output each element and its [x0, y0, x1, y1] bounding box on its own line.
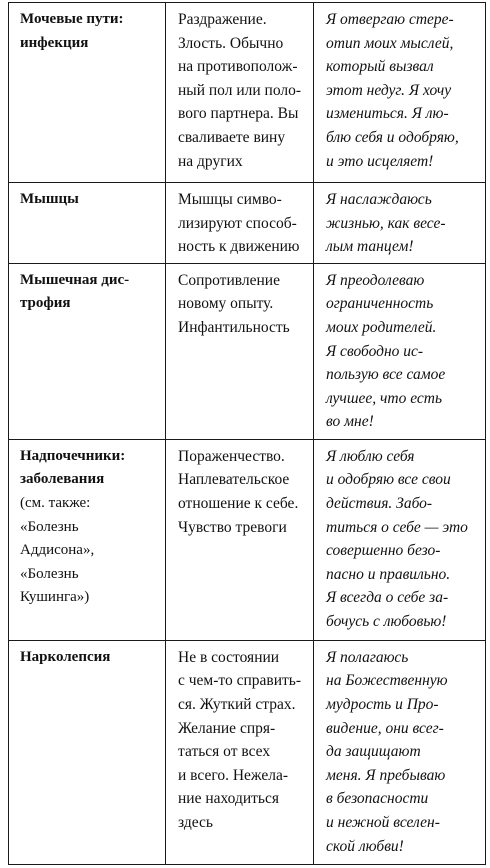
affirmation-cell	[314, 439, 486, 640]
cause-line: таться от всех	[178, 743, 271, 761]
affirmation-line: ограниченность	[326, 295, 434, 313]
cause-line: и всего. Нежела-	[178, 766, 289, 784]
affirmation-line: пасно и правильно.	[326, 565, 451, 583]
affirmation-line: действия. Забо-	[326, 494, 433, 512]
affirmation-line: который вызвал	[326, 58, 434, 76]
cause-line: ние находиться	[178, 790, 280, 808]
ailments-table	[8, 2, 486, 865]
table-body	[9, 3, 486, 865]
cause-line: Сопротивление	[178, 271, 280, 289]
cause-line: ся. Жуткий страх.	[178, 695, 296, 713]
cause-cell	[166, 183, 314, 264]
affirmation-cell	[314, 640, 486, 864]
ailment-name-line: Мышцы	[20, 191, 79, 207]
cause-line: Злость. Обычно	[178, 34, 284, 52]
cause-line: Наплевательское	[178, 471, 290, 489]
cause-line: Пораженчество.	[178, 447, 285, 465]
affirmation-line: на Божественную	[326, 672, 448, 690]
cause-line: на противополож-	[178, 58, 298, 76]
affirmation-line: этот недуг. Я хочу	[326, 81, 452, 99]
cause-line: ный пол или поло-	[178, 81, 302, 99]
see-also-line: Аддисона»,	[20, 542, 95, 559]
ailment-name-line: Нарколепсия	[20, 648, 111, 665]
see-also-line: «Болезнь	[20, 518, 79, 535]
ailment-name-line: Мочевые пути:	[20, 11, 124, 27]
see-also-line: «Болезнь	[20, 565, 79, 582]
cause-cell	[166, 640, 314, 864]
affirmation-line: Я свободно ис-	[326, 342, 424, 360]
cause-line: здесь	[178, 813, 213, 831]
cause-cell	[166, 263, 314, 439]
affirmation-line: в безопасности	[326, 790, 429, 808]
cause-line: с чем-то справить-	[178, 672, 302, 690]
cause-line: Инфантильность	[178, 318, 290, 336]
cause-line: Раздражение.	[178, 11, 267, 28]
ailment-name-line: Мышечная дис-	[20, 271, 130, 288]
cause-line: вого партнера. Вы	[178, 105, 299, 123]
affirmation-cell	[314, 3, 486, 183]
cause-line: Не в состоянии	[178, 648, 280, 666]
ailment-name-cell	[9, 183, 166, 264]
affirmation-line: отип моих мыслей,	[326, 34, 454, 52]
cause-cell	[166, 439, 314, 640]
cause-line: Желание спря-	[178, 719, 276, 737]
cause-cell	[166, 3, 314, 183]
see-also-line: (см. также:	[20, 494, 91, 511]
ailment-name-cell	[9, 3, 166, 183]
affirmation-line: ской любви!	[326, 837, 404, 855]
affirmation-line: Я отвергаю стере-	[326, 11, 454, 28]
cause-line: новому опыту.	[178, 295, 274, 313]
affirmation-line: измениться. Я лю-	[326, 105, 449, 123]
affirmation-line: мудрость и Про-	[326, 695, 439, 713]
ailment-name-cell	[9, 640, 166, 864]
cause-line: лизируют способ-	[178, 214, 297, 232]
table-row	[9, 640, 486, 864]
affirmation-line: лучшее, что есть	[326, 389, 443, 407]
ailment-name-line: заболевания	[20, 471, 105, 488]
affirmation-line: и нежной вселен-	[326, 813, 440, 831]
ailment-name-line: Надпочечники:	[20, 447, 126, 464]
cause-line: Чувство тревоги	[178, 518, 287, 536]
cause-line: на других	[178, 152, 243, 170]
affirmation-line: Я всегда о себе за-	[326, 589, 449, 607]
affirmation-line: пользую все самое	[326, 366, 446, 384]
ailment-name-cell	[9, 263, 166, 439]
affirmation-line: Я люблю себя	[326, 447, 415, 465]
affirmation-line: да защищают	[326, 743, 421, 761]
cause-line: сваливаете вину	[178, 128, 286, 146]
affirmation-line: моих родителей.	[326, 318, 437, 336]
affirmation-line: и это исцеляет!	[326, 152, 434, 170]
cause-line: отношение к себе.	[178, 494, 299, 512]
table-row	[9, 263, 486, 439]
affirmation-line: видение, они всег-	[326, 719, 444, 737]
ailment-name-line: трофия	[20, 295, 71, 312]
affirmation-line: лым танцем!	[326, 238, 414, 256]
affirmation-line: и одобряю все свои	[326, 471, 451, 489]
affirmation-line: титься о себе — это	[326, 518, 468, 536]
affirmation-line: Я полагаюсь	[326, 648, 409, 666]
affirmation-line: жизнью, как весе-	[326, 214, 446, 232]
cause-line: ность к движению	[178, 238, 300, 256]
ailment-name-cell	[9, 439, 166, 640]
affirmation-cell	[314, 263, 486, 439]
cause-line: Мышцы симво-	[178, 191, 282, 208]
affirmation-line: совершенно безо-	[326, 542, 441, 560]
table-row	[9, 3, 486, 183]
ailment-name-line: инфекция	[20, 34, 89, 51]
table-row	[9, 439, 486, 640]
see-also-line: Кушинга»)	[20, 589, 90, 606]
affirmation-line: Я наслаждаюсь	[326, 191, 432, 208]
affirmation-line: бочусь с любовью!	[326, 612, 447, 630]
table-row	[9, 183, 486, 264]
affirmation-line: Я преодолеваю	[326, 271, 425, 289]
affirmation-line: блю себя и одобряю,	[326, 128, 459, 146]
affirmation-cell	[314, 183, 486, 264]
affirmation-line: во мне!	[326, 413, 374, 431]
affirmation-line: меня. Я пребываю	[326, 766, 446, 784]
